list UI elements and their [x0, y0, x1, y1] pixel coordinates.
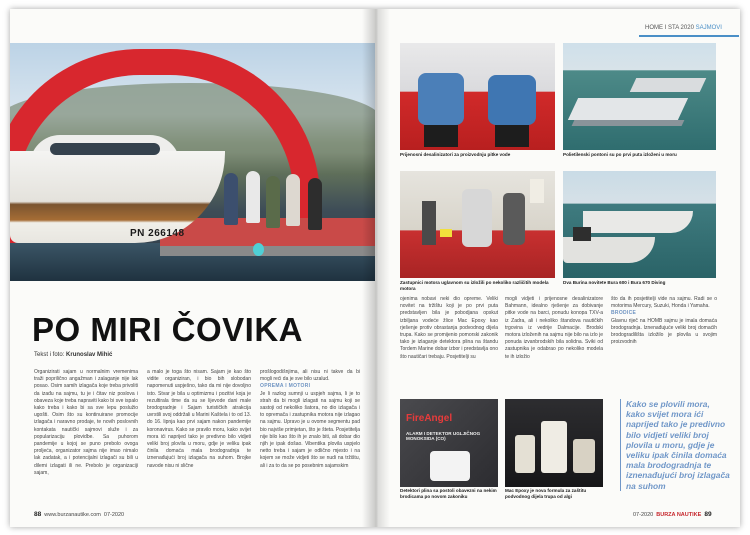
body-column-3	[260, 369, 360, 470]
caption-bura-boats: Dva Burina novitete Bura 600 i Bura 670 Diving	[563, 280, 666, 285]
page-number-right: 89	[704, 511, 712, 518]
body-column-4: ojenima nobavi neki dio opreme. Veliki novitet na tržištu koji je po prvi puta predstavljen bila je pobodjana opskut izbiljana vodeće žlice Mac Epoxy kao rješenje protiv obrastanja podvodnog dijela trupa. Kako se promijenio pomorski zakonik tako je izlaganje detektora plina na štandu Tordem Marine dobar izbor i predstavlja ono što nautičari trebaju. Posjetitelji su	[400, 296, 498, 360]
caption-desalinators: Prijenosni desalinizatori za proizvodnju pitke vode	[400, 152, 511, 157]
caption-outboard-motors: Zastupnici motora uglavnom su izložili po nekoliko različitih modela motora	[400, 280, 549, 291]
boat-registration: PN 266148	[130, 228, 185, 239]
right-page	[375, 9, 740, 527]
detector-device	[430, 451, 470, 481]
caption-pontoons: Polietilenski pontoni su po prvi puta izloženi u moru	[563, 152, 677, 157]
body-column-6	[611, 296, 717, 346]
photo-co-detector	[400, 399, 498, 487]
photo-bura-boats	[563, 171, 716, 278]
folio-brand: BURZA NAUTIKE	[656, 512, 702, 518]
left-page	[10, 9, 375, 527]
photo-mac-epoxy	[505, 399, 603, 487]
visitor-figure	[224, 173, 238, 225]
body-column-6-top: što da ih posjetitelji vide na sajmu. Radi se o motorima Mercury, Suzuki, Honda i Yamaha.	[611, 296, 717, 310]
folio-issue-left: 07-2020	[103, 512, 125, 518]
byline	[34, 352, 112, 358]
body-column-3-bottom: Je li razlog sumnji u uspjeh sajma, li je to strah da bi mogli izlagati na sajmu koji se sastoji od nekoliko šatora, no dio izlagača i to opremača i zastupnika motora nije izlagao na sajmu. Upravo je u ovome segmentu pad bio najviše primjetan, što je šteta. Posjetitelja nije bilo kao što ih je znalo biti, ali dobar dio njih je ipak došao. Vibentika plovila uspjelo netto treba i sajam je odlično mjesto i na kojem se može vidjeti što se nudi na tržištu, ali i za to da se po posebnim sajamskim	[260, 390, 360, 469]
article-title: PO MIRI ČOVIKA	[32, 311, 304, 348]
page-number-left: 88	[34, 511, 42, 518]
caption-mac-epoxy: Mac Epoxy je nova formula za zaštitu podvodnog dijela trupa od algi	[505, 488, 587, 499]
caption-co-detector: Detektori plina sa postoli obavezni na nekim brodicama po novom zakoniku	[400, 488, 497, 499]
body-column-6-bottom: Glavnu riječ na HOMB sajmu je imala domaća brodogradnja. Iznenađujuće veliki broj domaćih brodogradilišta izložilo je plovila u svojim proizvodnih	[611, 317, 717, 346]
subheading-oprema: OPREMA I MOTORI	[260, 383, 311, 390]
magazine-spread	[10, 9, 740, 527]
subheading-brodice: BRODICE	[611, 310, 637, 317]
byline-prefix: Tekst i foto:	[34, 352, 65, 358]
header-left: HOME I STA 2020	[645, 25, 694, 31]
visitor-figure	[286, 174, 300, 226]
body-column-2: a malo je toga što nisam. Sajam je kao što vidite organiziran, i bio bih slobodan napomenuti uspješno, tako da mi nije dovoljno isto. Stvar je bila u optimizmu i pozitivi koja je rezultirala time da su se lijevode dani male brodogradnje i Sajam turističkih atrakcija uvrstili svoj oddržali u Marini Kaštela i to od 13. do 16. lipnja kao prvi sajam nakon pandemije koronavirus. Kako se pravilo moru, kako svijet mora ići naprijed tako je predivno bilo vidjeti veliki broj plovila u moru, gdje je veliku ipak činila domaća mala brodogradnja te iznenađujući broj izlagača na suhom. Brojke navode nisu ni slične	[147, 369, 251, 469]
photo-pontoons	[563, 43, 716, 150]
photo-outboard-motors	[400, 171, 555, 278]
photo-desalinators	[400, 43, 555, 150]
folio-site: www.burzanautike.com	[44, 512, 101, 518]
body-column-3-top: prošlogodišnjima, ali nisu ni takve da bi mogli reći da je sve bilo uzalud.	[260, 369, 360, 383]
hero-photo-boat-show	[10, 43, 375, 281]
visitor-figure	[246, 171, 260, 223]
pull-quote: Kako se plovili mora, kako svijet mora ići naprijed tako je predivno bilo vidjeti veliki broj plovila u moru, gdje je veliku ipak činila domaća mala brodogradnja te iznenađujući broj izlagača na suhom	[620, 399, 730, 491]
right-folio	[633, 511, 712, 518]
header-section: SAJMOVI	[695, 25, 722, 31]
visitor-figure	[308, 178, 322, 230]
byline-author: Krunoslav Mihić	[66, 352, 113, 358]
left-folio	[34, 511, 124, 518]
fireangel-logo: FireAngel	[406, 413, 453, 424]
body-column-1: Organizirati sajam u normalnim vremenima traži poprilično angažman i zalaganje nije lak posao. Osim samih izlagača koje treba privoliti da izađu na sajmu, tu je i čitav niz poslova i obaveza koje treba napraviti kako bi sve ispalo kako treba i kako bi sa sve lepu poslužio ugošti. Osim što su kontinuirane promocije izlagača i naravno prodaje, te novih poslovnih kontakata nautički sajmovi služe i za popularizaciju plovidbe. Sa puhorom pandemije u kojoj se puno prebolo ovoga proljeća, organizator sajma nije imao nimalo lak zadatak, a i potencijalni izlagači su bili u dilemi izlagati ili ne. Prebolo je organizaciji sajam,	[34, 369, 138, 476]
detector-sign-text: ALARM I DETEKTOR UGLJIČNOG MONOKSIDA (CO)	[406, 431, 481, 442]
running-header	[645, 25, 722, 31]
visitor-figure	[266, 176, 280, 228]
folio-issue-right: 07-2020	[633, 512, 654, 518]
fender	[253, 243, 264, 256]
body-column-5: mogli vidjeti i prijenosne desalinizatore Bahmann, idealno rješenje za dobivanje pitke vode na barci, ponudu konopa TXV-a iz Zadra, ali i nekoliko štandova nautičkih trgovina iz vedrije Dalmacije. Brodski motora izloženih na sajmu nije bilo na izlo je ponuda izvanbrodskih bila solidna. Sviki od zastupnika je odabrao po nekoliko modela te ih izložio	[505, 296, 603, 360]
